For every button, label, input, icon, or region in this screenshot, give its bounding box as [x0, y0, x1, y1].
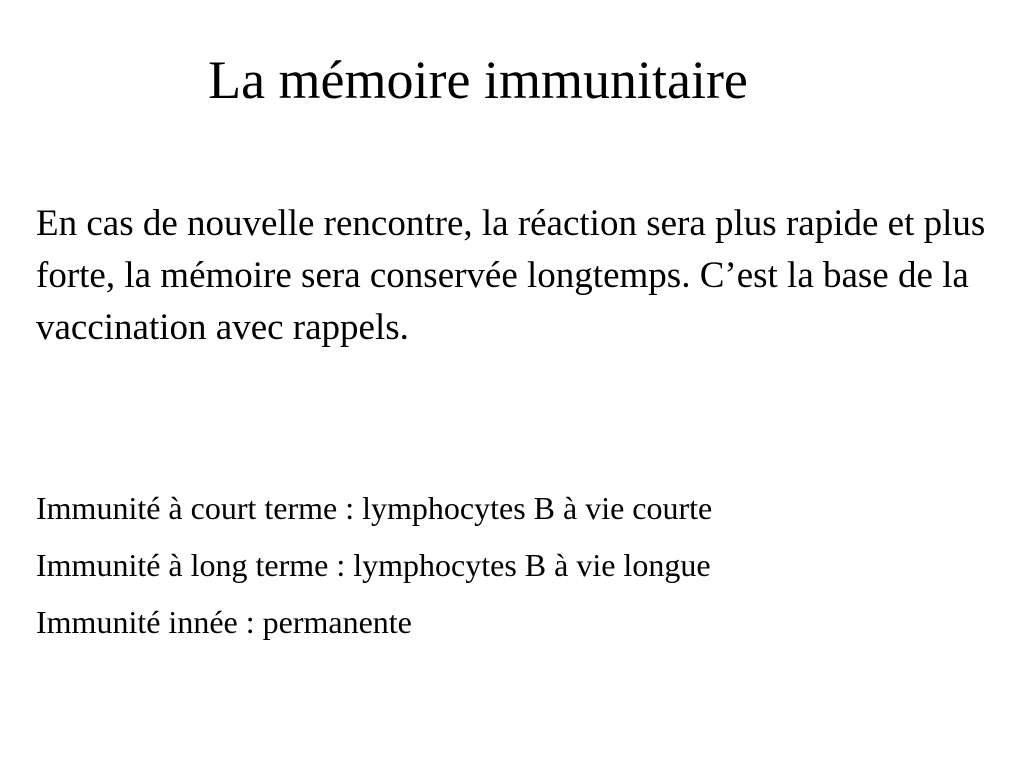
slide-title: La mémoire immunitaire: [208, 50, 748, 110]
list-item-long-term: Immunité à long terme : lymphocytes B à vie longue: [36, 547, 711, 583]
list-item-short-term: Immunité à court terme : lymphocytes B à vie courte: [36, 490, 713, 526]
list-item-innate: Immunité innée : permanente: [36, 604, 412, 640]
immunity-list: [36, 480, 996, 651]
main-paragraph: En cas de nouvelle rencontre, la réaction sera plus rapide et plus forte, la mémoire sera conservée longtemps. C’est la base de la vaccination avec rappels.: [36, 203, 986, 348]
